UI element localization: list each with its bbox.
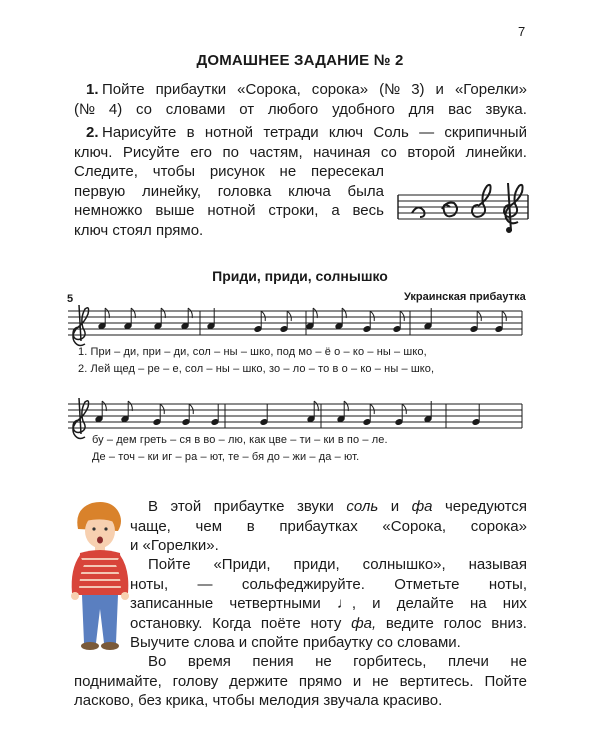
word: для (408, 100, 435, 118)
note-flag (370, 404, 374, 414)
word: голос (443, 614, 482, 632)
word: приди, (293, 556, 340, 573)
note-flag (287, 311, 291, 321)
word: и (435, 81, 444, 98)
text-line (74, 652, 527, 672)
word: выше (155, 202, 195, 219)
staff2-lyrics-verse1: бу – дем греть – ся в во – лю, как цве – ти – ки в по – ле. (92, 434, 388, 446)
word: сорока» (311, 81, 369, 98)
word: ключа (288, 182, 331, 200)
word: сорока» (470, 517, 527, 535)
explanation-p1-last: и «Горелки». (130, 537, 219, 554)
note-flag (314, 401, 318, 411)
note-flag (402, 404, 406, 414)
word: и (352, 672, 362, 690)
word: рисунок (209, 163, 265, 180)
item2-number: 2. (86, 124, 99, 141)
word: вниз. (491, 614, 527, 632)
word: время (187, 653, 231, 670)
word: горбитесь, (353, 653, 427, 670)
word: немножко (74, 202, 143, 219)
word: а (331, 202, 340, 219)
word: прибаутке (213, 498, 285, 515)
word: прямо (298, 672, 342, 690)
word: делайте (396, 595, 454, 612)
word: частям, (249, 143, 303, 161)
note-flag (128, 401, 132, 411)
text-line (130, 517, 527, 537)
page-number: 7 (518, 24, 526, 39)
text-line (130, 575, 527, 595)
word: звука. (485, 100, 527, 118)
word: строки, (268, 202, 319, 219)
song-subtitle: Украинская прибаутка (404, 291, 526, 303)
word: ♩, (336, 595, 357, 612)
word: чередуются (444, 498, 527, 515)
word: первую (74, 182, 126, 200)
word: не (510, 653, 527, 670)
word: «Сорока, (237, 81, 301, 98)
word: пения (252, 653, 294, 670)
word: Когда (212, 614, 252, 632)
word: соль (346, 498, 379, 515)
word: любого (267, 100, 319, 118)
word: Следите, (74, 163, 138, 180)
word: них (502, 595, 527, 612)
note-flag (400, 311, 404, 321)
word: нотной (204, 124, 254, 141)
word: второй (407, 143, 456, 161)
explanation-p3-last: ласково, без крика, чтобы мелодия звучала красиво. (74, 692, 443, 709)
note-flag (161, 308, 165, 318)
item1-number: 1. (86, 81, 99, 98)
word: фа, (351, 614, 377, 632)
word: чтобы (152, 163, 195, 180)
text-line (130, 594, 527, 614)
note-flag (102, 401, 106, 411)
note-flag (131, 308, 135, 318)
note-flag (313, 308, 317, 318)
word: со (136, 100, 153, 118)
word: не (279, 163, 297, 180)
note-flag (477, 311, 481, 321)
text-line (130, 555, 527, 575)
word: ведите (385, 614, 434, 632)
word: Отметьте (394, 575, 460, 593)
word: нотной (207, 202, 256, 219)
word: — (197, 575, 213, 593)
word: остановку. (130, 614, 203, 632)
word: записанные (130, 595, 214, 612)
word: (№ (379, 81, 401, 98)
song-number: 5 (67, 293, 74, 305)
word: (№ (74, 100, 96, 118)
word: ноты, (488, 575, 527, 593)
word: плечи (447, 653, 489, 670)
word: в (246, 517, 255, 535)
text-line (130, 497, 527, 517)
word: ключ (328, 124, 364, 141)
word: «Сорока, (382, 517, 447, 535)
song-title: Приди, приди, солнышко (212, 268, 388, 284)
word: и (372, 595, 381, 612)
word: пересекал (311, 163, 384, 180)
word: головка (217, 182, 272, 200)
homework-title: ДОМАШНЕЕ ЗАДАНИЕ № 2 (196, 52, 404, 69)
note-flag (189, 404, 193, 414)
word: звуки (296, 498, 334, 515)
staff2-lyrics-verse2: Де – точ – ки иг – ра – ют, те – бя до – жи – да – ют. (92, 451, 360, 463)
word: солнышко», (362, 556, 446, 573)
word: «Приди, (213, 556, 271, 573)
word: вертитесь. (399, 672, 474, 690)
word: его (190, 143, 213, 161)
text-line (74, 672, 527, 692)
word: Соль (373, 124, 409, 141)
word: начиная (313, 143, 371, 161)
boy-singing-illustration (60, 497, 140, 652)
word: чаще, (130, 517, 171, 535)
text-line (130, 614, 527, 634)
word: на (469, 595, 487, 612)
word: В (148, 498, 159, 515)
word: ноты, (130, 575, 169, 593)
word: Нарисуйте (102, 124, 177, 141)
word: в (186, 124, 195, 141)
word: линейки. (465, 143, 527, 161)
word: была (347, 182, 384, 200)
word: четвертными (229, 595, 321, 612)
word: от (239, 100, 255, 118)
word: Рисуйте (122, 143, 180, 161)
word: весь (352, 202, 384, 219)
word: держите (229, 672, 289, 690)
word: поёте (260, 614, 301, 632)
staff1-lyrics-verse2: 2. Лей щед – ре – е, сол – ны – шко, зо – ло – то в о – ко – ны – шко, (78, 363, 435, 375)
word: вас (448, 100, 472, 118)
word: фа (411, 498, 433, 515)
word: со (380, 143, 397, 161)
word: и (390, 498, 400, 515)
note-flag (344, 401, 348, 411)
word: линейку, (141, 182, 202, 200)
word: словами (165, 100, 226, 118)
word: тетради (263, 124, 319, 141)
word: не (315, 653, 332, 670)
note-flag (160, 404, 164, 414)
explanation-p2-last: Выучите слова и спойте прибаутку со словами. (130, 634, 461, 651)
word: ключ. (74, 143, 113, 161)
note-flag (342, 308, 346, 318)
note-flag (188, 308, 192, 318)
word: этой (170, 498, 202, 515)
word: 4) (108, 100, 123, 118)
word: скрипичный (444, 124, 527, 141)
item2-last-line: ключ стоял прямо. (74, 221, 204, 239)
word: удобного (332, 100, 395, 118)
word: голову (172, 672, 219, 690)
word: 3) (411, 81, 425, 98)
word: прибаутках (279, 517, 358, 535)
word: чем (195, 517, 223, 535)
note-flag (502, 311, 506, 321)
word: ноту (310, 614, 342, 632)
word: прибаутки (155, 81, 227, 98)
staff1-lyrics-verse1: 1. При – ди, при – ди, сол – ны – шко, под мо – ё о – ко – ны – шко, (78, 346, 427, 358)
word: Во (148, 653, 167, 670)
word: Пойте (484, 672, 527, 690)
word: — (419, 124, 435, 141)
explanation-paragraph-3 (74, 652, 527, 711)
note-flag (261, 311, 265, 321)
word: не (372, 672, 389, 690)
word: сольфеджируйте. (241, 575, 365, 593)
word: Пойте (148, 556, 191, 573)
note-flag (370, 311, 374, 321)
word: называя (468, 556, 527, 573)
word: Пойте (102, 81, 145, 98)
word: поднимайте, (74, 672, 162, 690)
word: «Горелки» (454, 81, 527, 98)
word: по (222, 143, 239, 161)
note-flag (105, 308, 109, 318)
explanation-paragraph-2 (130, 555, 527, 653)
explanation-paragraph-1 (130, 497, 527, 556)
